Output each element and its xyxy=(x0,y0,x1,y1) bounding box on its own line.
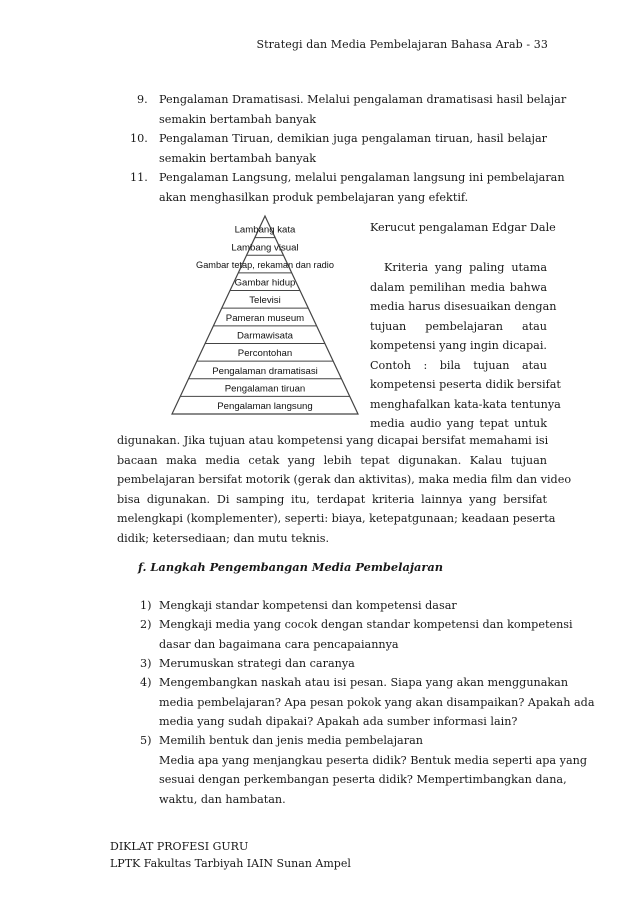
paragraph-line: digunakan. Jika tujuan atau kompetensi yang dicapai bersifat memahami isi xyxy=(117,434,549,447)
list-item-number: 10. xyxy=(130,132,148,145)
figure-caption: Kerucut pengalaman Edgar Dale xyxy=(370,221,556,234)
list-item-line: Pengalaman Tiruan, demikian juga pengalaman tiruan, hasil belajar xyxy=(159,132,547,145)
step-line: waktu, dan hambatan. xyxy=(159,792,286,806)
cone-level-label: Televisi xyxy=(249,295,281,307)
step-line: Mengkaji media yang cocok dengan standar kompetensi dan kompetensi xyxy=(159,618,573,631)
step-line: Mengembangkan naskah atau isi pesan. Siapa yang akan menggunakan xyxy=(159,676,569,689)
list-item-line: semakin bertambah banyak xyxy=(159,151,317,165)
cone-level-label: Gambar hidup xyxy=(234,277,296,289)
footer-line-1: DIKLAT PROFESI GURU xyxy=(110,840,249,853)
list-item-number: 11. xyxy=(130,171,148,184)
step-line: sesuai dengan perkembangan peserta didik? Mempertimbangkan dana, xyxy=(159,773,567,786)
cone-level-label: Pengalaman dramatisasi xyxy=(212,365,318,377)
list-item-line: Pengalaman Dramatisasi. Melalui pengalaman dramatisasi hasil belajar xyxy=(159,93,567,106)
cone-level-label: Gambar tetap, rekaman dan radio xyxy=(196,259,334,270)
section-heading: f. Langkah Pengembangan Media Pembelajaran xyxy=(138,560,443,574)
cone-level-label: Darmawisata xyxy=(237,330,293,342)
list-item xyxy=(137,90,567,129)
step-item xyxy=(140,654,548,674)
step-line: dasar dan bagaimana cara pencapaiannya xyxy=(159,637,399,651)
list-item xyxy=(130,168,565,207)
cone-level-label: Percontohan xyxy=(237,348,293,360)
paragraph-line: tujuan pembelajaran atau xyxy=(370,319,547,333)
step-number: 3) xyxy=(140,657,152,670)
side-paragraph xyxy=(370,258,561,434)
cone-level-label: Pengalaman langsung xyxy=(217,401,313,413)
page-header: Strategi dan Media Pembelajaran Bahasa Arab - 33 xyxy=(256,38,548,51)
paragraph-line: media harus disesuaikan dengan xyxy=(370,300,557,313)
step-line: media yang sudah dipakai? Apakah ada sumber informasi lain? xyxy=(159,715,518,728)
step-line: Media apa yang menjangkau peserta didik? Bentuk media seperti apa yang xyxy=(159,753,588,767)
paragraph-line: didik; ketersediaan; dan mutu teknis. xyxy=(117,531,330,545)
paragraph-line: melengkapi (komplementer), seperti: biaya, ketepatgunaan; keadaan peserta xyxy=(117,512,556,525)
paragraph-line: menghafalkan kata-kata tentunya xyxy=(370,397,561,411)
list-item-line: semakin bertambah banyak xyxy=(159,112,317,126)
step-line: Merumuskan strategi dan caranya xyxy=(159,657,355,670)
body-paragraph xyxy=(117,431,572,548)
paragraph-line: Kriteria yang paling utama xyxy=(384,261,547,274)
step-item xyxy=(140,731,588,809)
step-line: media pembelajaran? Apa pesan pokok yang akan disampaikan? Apakah ada xyxy=(159,695,595,709)
list-item xyxy=(130,129,547,168)
cone-level-label: Pameran museum xyxy=(225,312,305,324)
step-item xyxy=(140,596,548,616)
paragraph-line: bacaan maka media cetak yang lebih tepat digunakan. Kalau tujuan xyxy=(117,453,547,467)
paragraph-line: dalam pemilihan media bahwa xyxy=(370,280,547,294)
footer-line-2: LPTK Fakultas Tarbiyah IAIN Sunan Ampel xyxy=(110,857,351,870)
step-number: 1) xyxy=(140,599,152,612)
list-item-line: akan menghasilkan produk pembelajaran yang efektif. xyxy=(159,190,469,204)
step-item xyxy=(140,615,573,654)
cone-level-label: Pengalaman tiruan xyxy=(224,383,306,395)
list-item-number: 9. xyxy=(137,93,148,106)
step-number: 5) xyxy=(140,734,152,747)
paragraph-line: Contoh : bila tujuan atau xyxy=(370,358,547,372)
paragraph-line: kompetensi yang ingin dicapai. xyxy=(370,339,547,352)
step-item xyxy=(140,673,595,732)
cone-level-label: Lambang kata xyxy=(234,224,296,236)
cone-level-label: Lambang visual xyxy=(231,242,299,254)
step-line: Mengkaji standar kompetensi dan kompetensi dasar xyxy=(159,599,457,612)
paragraph-line: kompetensi peserta didik bersifat xyxy=(370,378,561,391)
step-line: Memilih bentuk dan jenis media pembelajaran xyxy=(159,734,423,747)
step-number: 2) xyxy=(140,618,152,631)
paragraph-line: bisa digunakan. Di samping itu, terdapat kriteria lainnya yang bersifat xyxy=(117,492,547,506)
paragraph-line: media audio yang tepat untuk xyxy=(370,417,547,430)
paragraph-line: pembelajaran bersifat motorik (gerak dan aktivitas), maka media film dan video xyxy=(117,473,572,486)
list-item-line: Pengalaman Langsung, melalui pengalaman langsung ini pembelajaran xyxy=(159,171,565,184)
step-number: 4) xyxy=(140,676,152,689)
edgar-dale-cone-figure xyxy=(165,214,365,422)
